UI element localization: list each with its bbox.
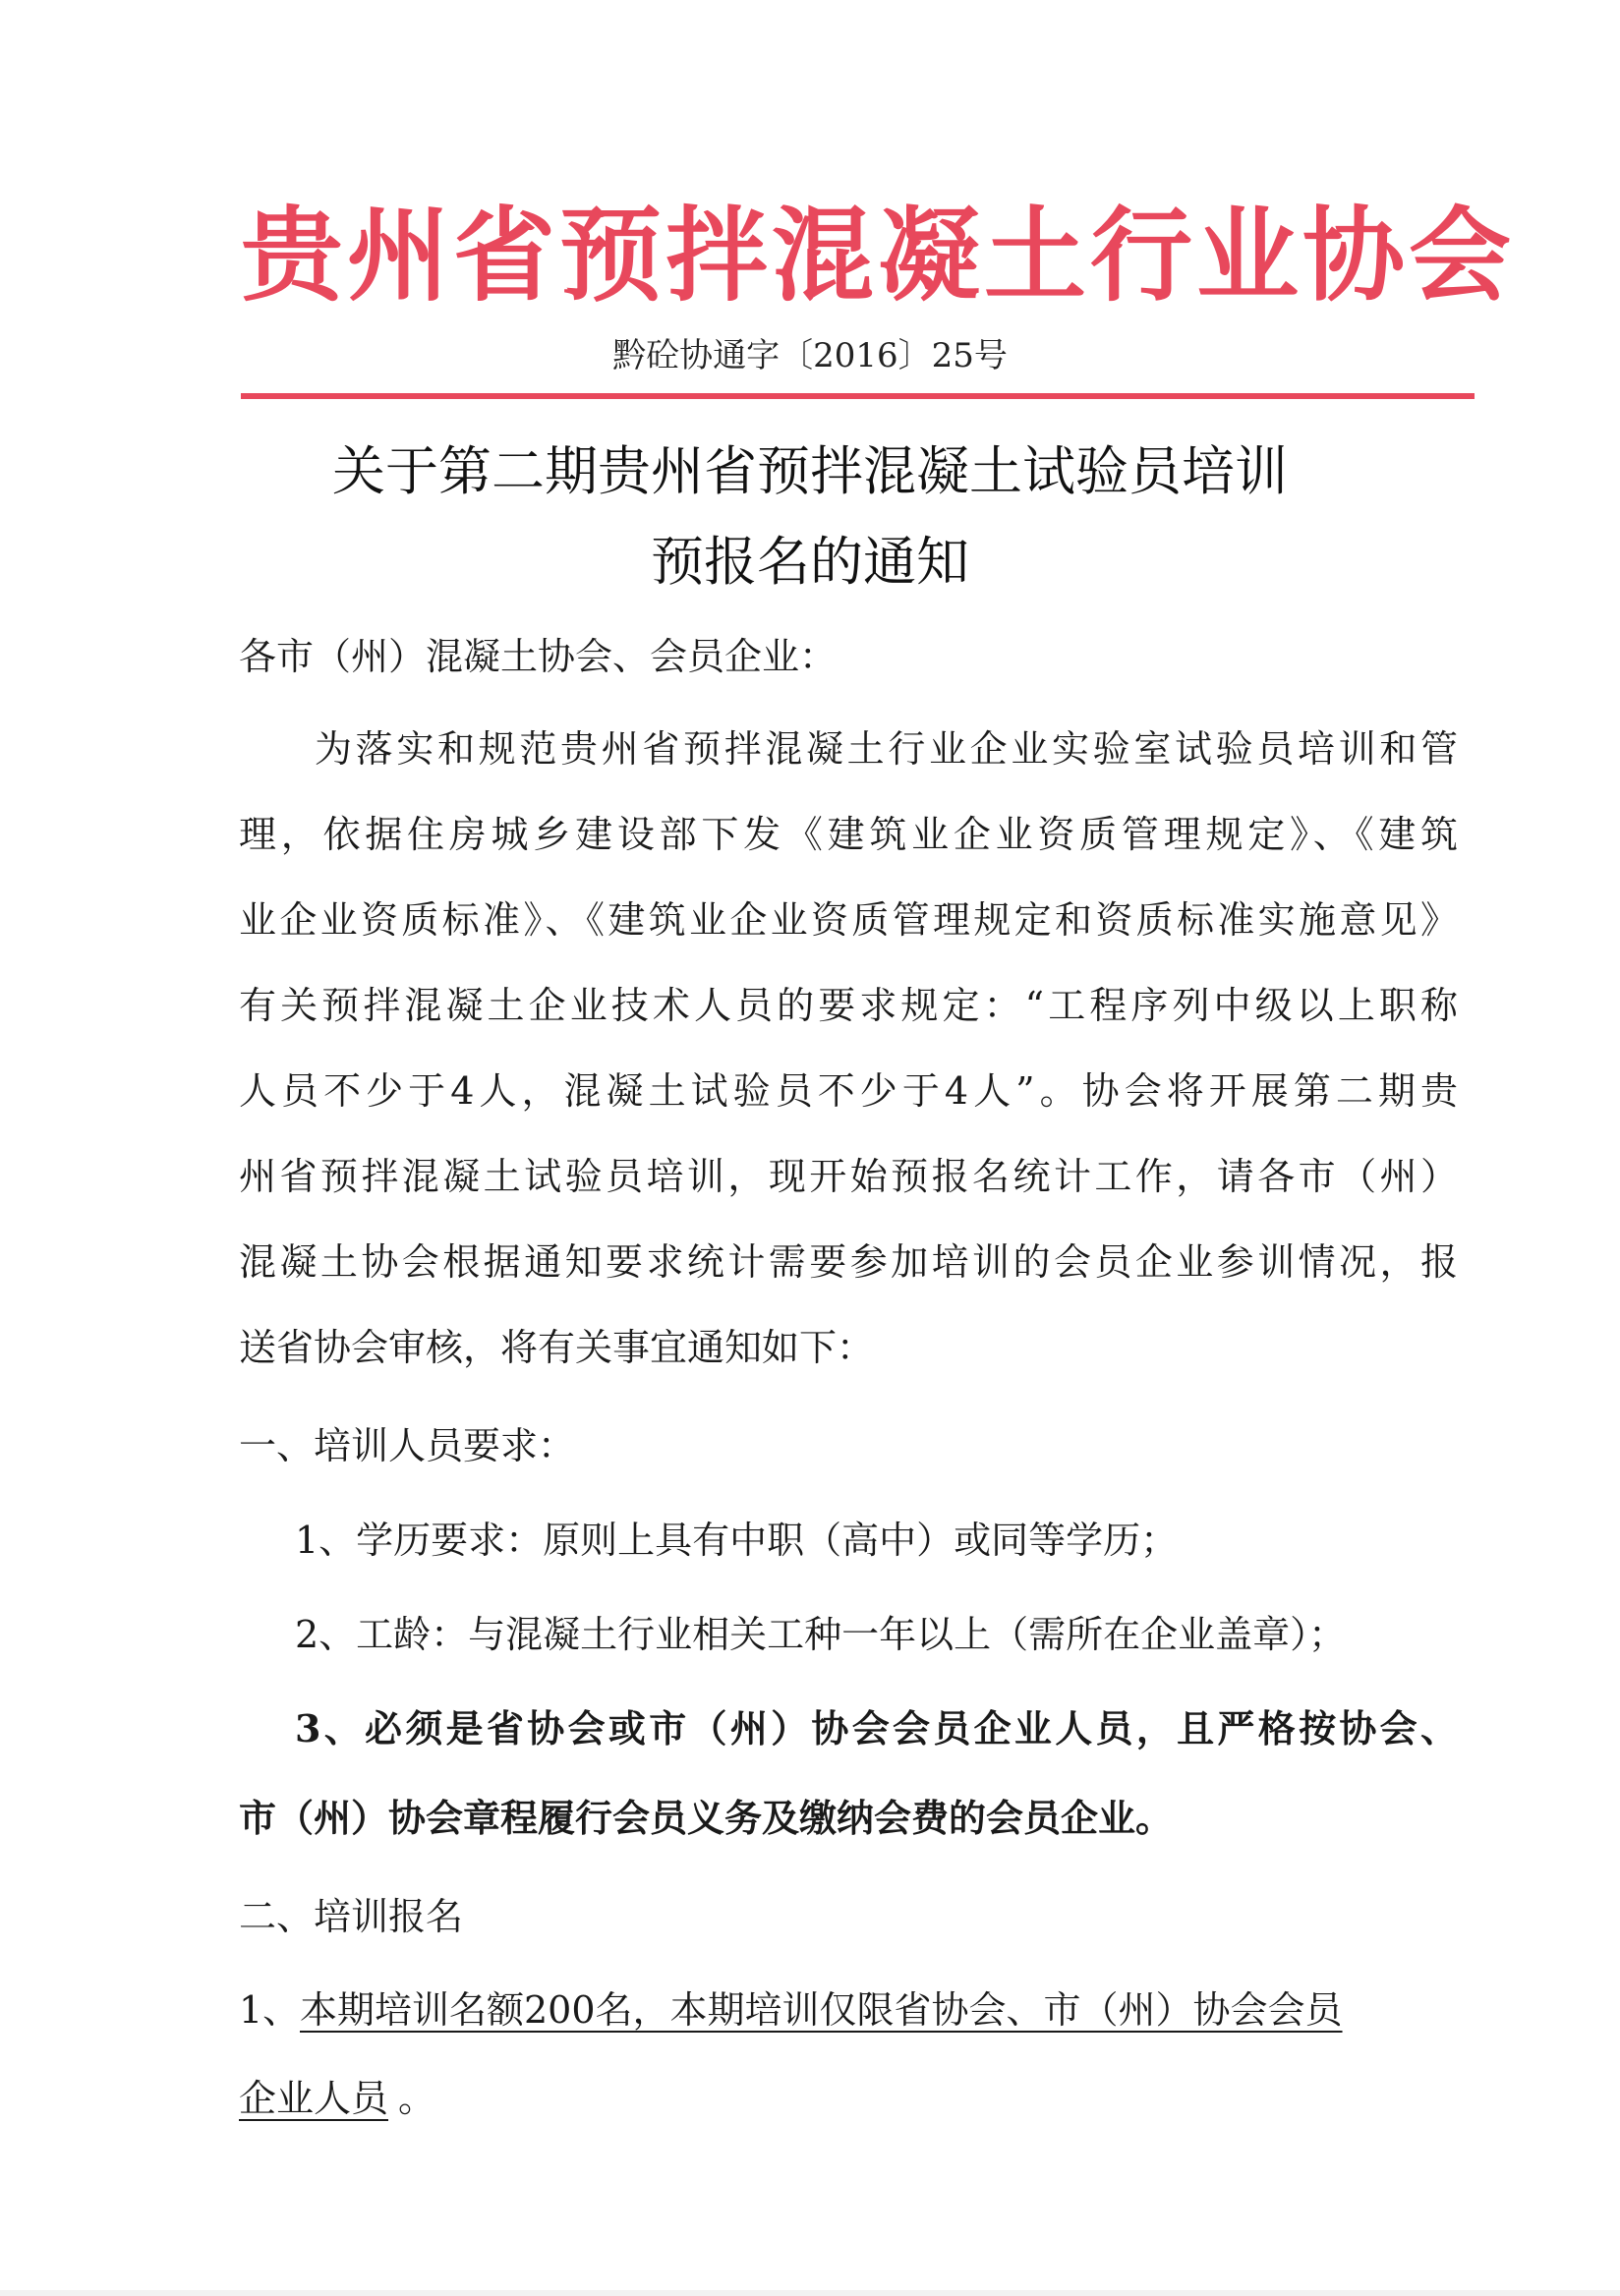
intro-line-1: 为落实和规范贵州省预拌混凝土行业企业实验室试验员培训和管: [315, 727, 1458, 771]
intro-line-5: 人员不少于4人，混凝土试验员不少于4人”。协会将开展第二期贵: [239, 1069, 1458, 1113]
intro-line-6: 州省预拌混凝土试验员培训，现开始预报名统计工作，请各市（州）: [239, 1155, 1458, 1198]
salutation: 各市（州）混凝土协会、会员企业：: [239, 635, 838, 678]
document-number: 黔砼协通字〔2016〕25号: [612, 336, 1008, 375]
notice-title-line-1: 关于第二期贵州省预拌混凝土试验员培训: [332, 440, 1288, 502]
section-1-heading: 一、培训人员要求：: [239, 1424, 576, 1467]
section-2-item-1-line-2: 企业人员: [239, 2077, 389, 2120]
letterhead-org-name: 贵州省预拌混凝土行业协会: [241, 195, 1516, 316]
section-2-item-1-period: 。: [398, 2077, 436, 2120]
intro-line-3: 业企业资质标准》、《建筑业企业资质管理规定和资质标准实施意见》: [239, 898, 1458, 942]
section-1-item-1: 1、学历要求：原则上具有中职（高中）或同等学历；: [295, 1519, 1179, 1562]
intro-line-2: 理，依据住房城乡建设部下发《建筑业企业资质管理规定》、《建筑: [239, 813, 1458, 856]
section-2-heading: 二、培训报名: [239, 1895, 464, 1938]
notice-title-line-2: 预报名的通知: [651, 531, 969, 593]
intro-line-4: 有关预拌混凝土企业技术人员的要求规定：“工程序列中级以上职称: [239, 984, 1458, 1027]
letterhead-red-rule: [241, 393, 1475, 399]
page-bottom-edge: [0, 2290, 1620, 2296]
section-2-item-1-prefix: 1、: [239, 1988, 301, 2032]
section-1-item-3-line-1: 3、必须是省协会或市（州）协会会员企业人员，且严格按协会、: [295, 1706, 1458, 1751]
section-2-item-1-line-1: 本期培训名额200名，本期培训仅限省协会、市（州）协会会员: [300, 1988, 1343, 2032]
intro-line-7: 混凝土协会根据通知要求统计需要参加培训的会员企业参训情况，报: [239, 1240, 1458, 1284]
section-1-item-3-line-2: 市（州）协会章程履行会员义务及缴纳会费的会员企业。: [239, 1796, 1174, 1840]
intro-line-8: 送省协会审核，将有关事宜通知如下：: [239, 1326, 875, 1369]
section-1-item-2: 2、工龄：与混凝土行业相关工种一年以上（需所在企业盖章）；: [295, 1613, 1347, 1656]
